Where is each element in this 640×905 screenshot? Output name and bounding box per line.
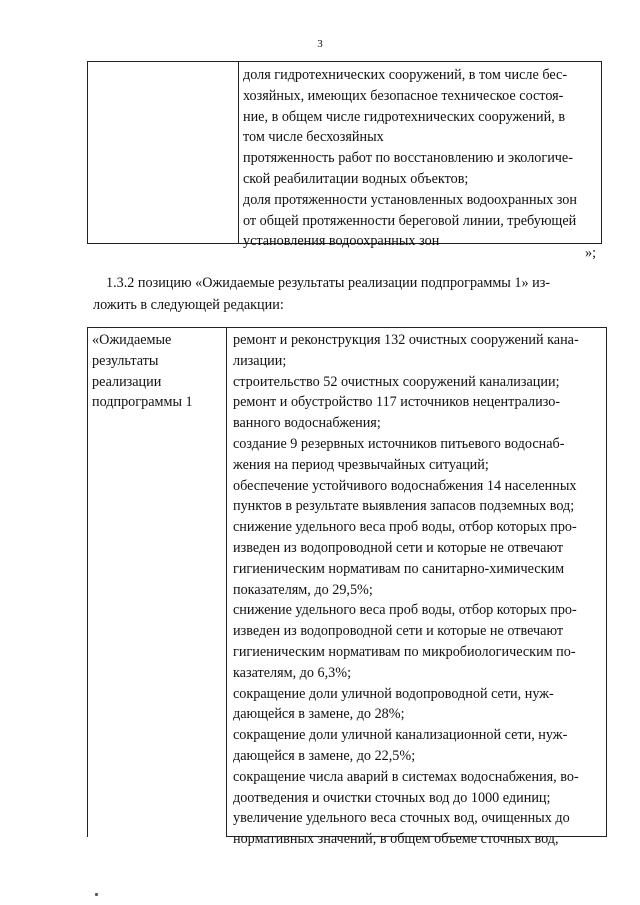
result-line: показателям, до 29,5%; <box>233 581 373 598</box>
result-line: дающейся в замене, до 28%; <box>233 706 405 723</box>
result-line: ванного водоснабжения; <box>233 415 381 432</box>
result-line: ремонт и обустройство 117 источников нецентрализо- <box>233 394 561 411</box>
cell-bottom-border <box>226 836 606 837</box>
indicators-table-continued <box>87 61 602 250</box>
result-line: снижение удельного веса проб воды, отбор которых про- <box>233 602 577 619</box>
result-line: сокращение доли уличной канализационной сети, нуж- <box>233 727 568 744</box>
amendment-paragraph <box>93 272 603 316</box>
column-divider <box>226 328 227 837</box>
indicator-line: доля гидротехнических сооружений, в том числе бес- <box>243 67 568 83</box>
column-divider <box>238 62 239 243</box>
result-line: гигиеническим нормативам по санитарно-химическим <box>233 560 565 577</box>
position-label-line: реализации <box>92 373 162 390</box>
result-line: сокращение числа аварий в системах водоснабжения, во- <box>233 768 579 785</box>
position-label-line: подпрограммы 1 <box>92 394 193 411</box>
page-number: 3 <box>317 38 323 50</box>
result-line: дающейся в замене, до 22,5%; <box>233 747 416 764</box>
result-line: создание 9 резервных источников питьевого водоснаб- <box>233 435 565 452</box>
indicator-line: хозяйных, имеющих безопасное техническое состоя- <box>243 87 564 104</box>
indicator-line: протяженность работ по восстановлению и экологиче- <box>243 150 573 167</box>
result-line: строительство 52 очистных сооружений канализации; <box>233 373 560 390</box>
position-label-cell <box>92 330 193 413</box>
result-line: жения на период чрезвычайных ситуаций; <box>233 456 489 473</box>
result-line: изведен из водопроводной сети и которые не отвечают <box>233 539 564 556</box>
result-line: нормативных значений, в общем объеме сточных вод, <box>233 831 559 848</box>
result-line: изведен из водопроводной сети и которые не отвечают <box>233 623 564 640</box>
expected-results-cell <box>233 330 579 850</box>
result-line: снижение удельного веса проб воды, отбор которых про- <box>233 519 577 536</box>
position-label-line: результаты <box>92 352 159 369</box>
result-line: казателям, до 6,3%; <box>233 664 352 681</box>
result-line: сокращение доли уличной водопроводной сети, нуж- <box>233 685 554 702</box>
indicator-line: ние, в общем числе гидротехнических сооружений, в <box>243 108 566 125</box>
indicator-line: доля протяженности установленных водоохранных зон <box>243 191 577 208</box>
result-line: обеспечение устойчивого водоснабжения 14 населенных <box>233 477 577 494</box>
closing-quote-mark: »; <box>585 245 597 261</box>
paragraph-line-2: ложить в следующей редакции: <box>93 297 284 313</box>
result-line: гигиеническим нормативам по микробиологическим по- <box>233 643 576 660</box>
result-line: пунктов в результате выявления запасов подземных вод; <box>233 498 575 515</box>
result-line: доотведения и очистки сточных вод до 1000 единиц; <box>233 789 551 806</box>
indicator-line: том числе бесхозяйных <box>243 129 384 146</box>
expected-results-table <box>87 327 607 848</box>
paragraph-line-1 <box>93 272 603 294</box>
indicator-line: установления водоохранных зон <box>243 233 440 250</box>
indicator-line: от общей протяженности береговой линии, требующей <box>243 212 577 229</box>
position-label-line: «Ожидаемые <box>92 332 172 348</box>
result-line: увеличение удельного веса сточных вод, очищенных до <box>233 810 570 827</box>
indicators-cell <box>243 65 577 252</box>
scan-speck <box>95 893 98 896</box>
result-line: лизации; <box>233 352 287 369</box>
result-line: ремонт и реконструкция 132 очистных сооружений кана- <box>233 332 579 348</box>
indicator-line: ской реабилитации водных объектов; <box>243 170 469 187</box>
paragraph-line-1-text: 1.3.2 позицию «Ожидаемые результаты реализации подпрограммы 1» из- <box>106 275 551 291</box>
